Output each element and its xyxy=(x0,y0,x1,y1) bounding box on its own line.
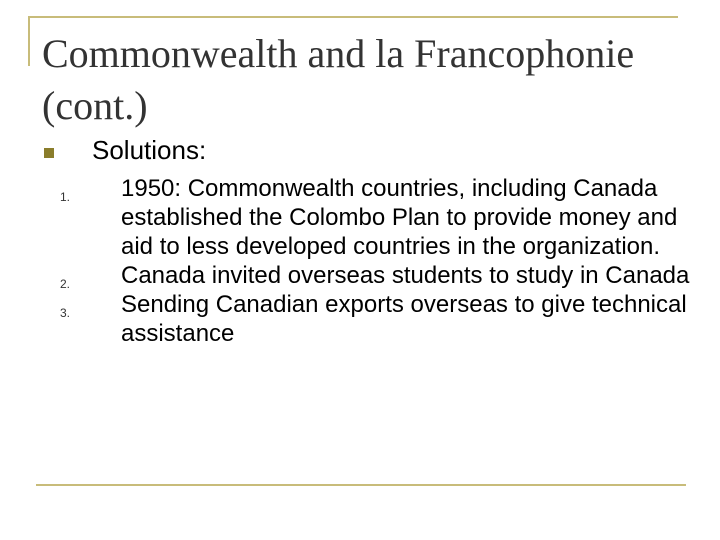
top-rule xyxy=(28,16,678,18)
list-item xyxy=(60,290,700,348)
list-item xyxy=(60,174,700,261)
bottom-rule xyxy=(36,484,686,486)
item-number: 3. xyxy=(60,306,71,320)
item-text: Canada invited overseas students to study in Canada xyxy=(121,262,690,289)
item-text: Sending Canadian exports overseas to give technical assistance xyxy=(121,291,687,347)
solutions-heading: Solutions: xyxy=(92,135,207,165)
item-text: 1950: Commonwealth countries, including Canada established the Colombo Plan to provide money and aid to less developed countries in the organization. xyxy=(121,175,678,260)
solutions-list xyxy=(60,174,700,348)
item-number: 2. xyxy=(60,277,71,291)
item-number: 1. xyxy=(60,190,71,204)
square-bullet-icon xyxy=(44,148,54,158)
left-rule xyxy=(28,16,30,66)
list-item xyxy=(60,261,700,290)
slide-title: Commonwealth and la Francophonie (cont.) xyxy=(42,31,635,128)
